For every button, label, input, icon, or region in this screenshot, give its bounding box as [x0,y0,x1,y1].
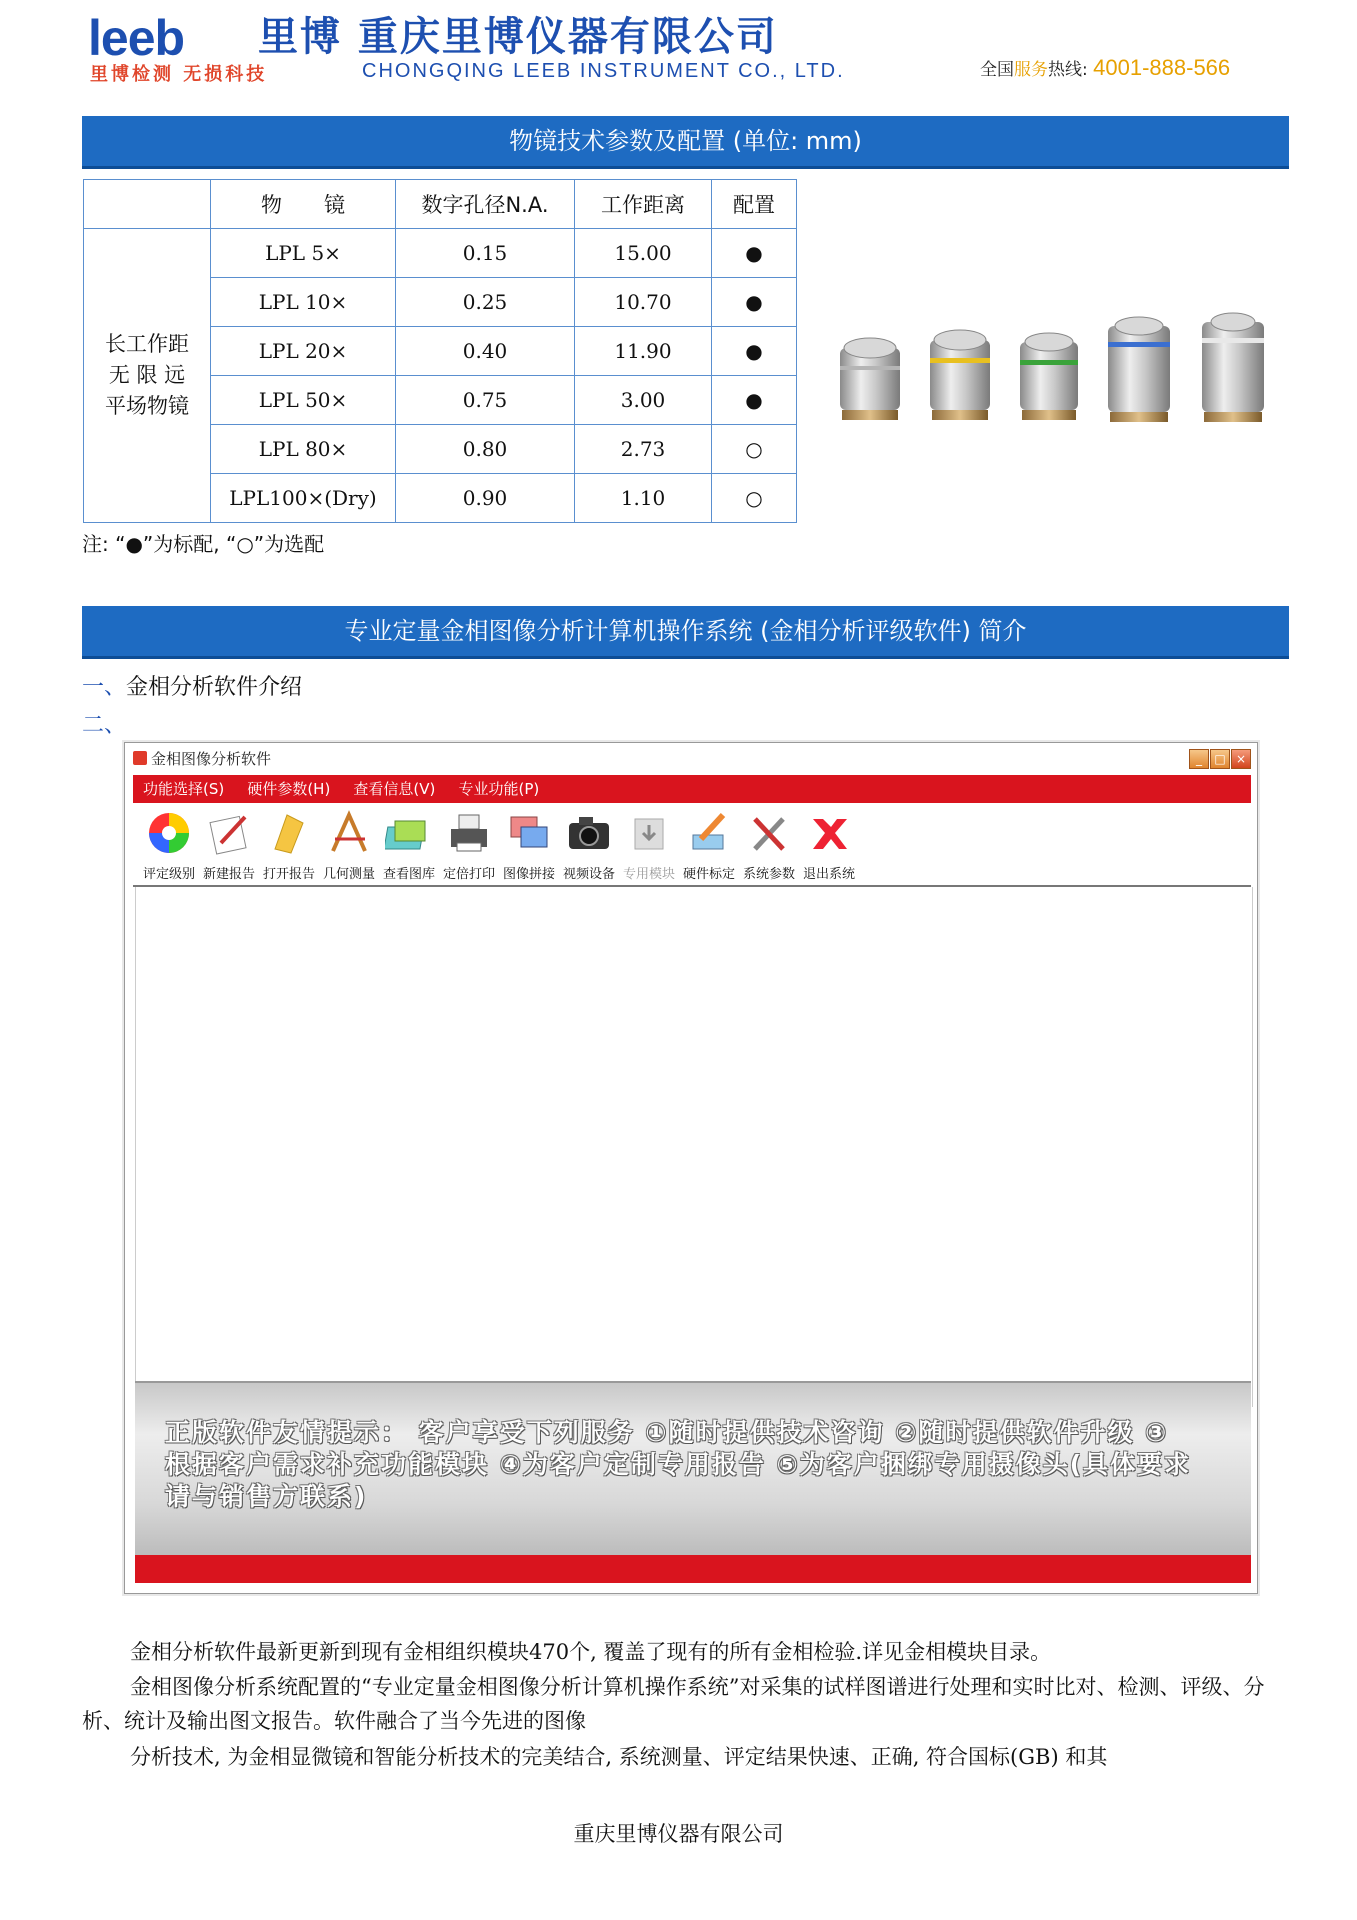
hotline-service: 服务 [1014,60,1048,80]
status-bar [135,1555,1251,1583]
subheading-1-number: 一、 [82,675,127,700]
exit-icon [805,809,853,857]
lens-5x [840,338,900,420]
software-window [124,742,1258,1594]
objective-cell: LPL 5× [211,229,396,278]
na-cell: 0.15 [396,229,575,278]
objective-lens-group [830,300,1300,430]
printer-icon [445,809,493,857]
config-note: 注: “●”为标配, “○”为选配 [82,532,325,556]
category-line: 无 限 远 [108,363,186,387]
image-library-icon [385,809,433,857]
tool-label: 新建报告 [202,867,255,882]
tool-label: 评定级别 [142,867,195,882]
license-notice-text: 正版软件友情提示： 客户享受下列服务 ①随时提供技术咨询 ②随时提供软件升级 ③根据客户需求补充功能模块 ④为客户定制专用报告 ⑤为客户捆绑专用摄像头(具体要求请与销售方联系) [165,1418,1192,1511]
workspace-canvas[interactable] [135,887,1253,1407]
maximize-icon[interactable]: □ [1210,749,1230,769]
table-header-empty [84,180,211,229]
new-report-icon [205,809,253,857]
objective-lens-photos [830,300,1300,430]
config-cell: ● [712,327,797,376]
window-titlebar [125,743,1257,773]
menu-view-info[interactable]: 查看信息(V) [353,780,436,798]
menu-bar [133,775,1251,803]
minimize-icon[interactable]: _ [1189,749,1209,769]
hotline [980,55,1230,81]
category-line: 长工作距 [105,332,189,356]
table-header-wd: 工作距离 [575,180,712,229]
objective-cell: LPL 10× [211,278,396,327]
license-notice-panel [135,1381,1251,1555]
hotline-suffix: 热线: [1048,60,1088,80]
company-name-cn: 里博 重庆里博仪器有限公司 [258,14,778,60]
lens-100x [1202,313,1264,422]
lens-10x [930,330,990,420]
wd-cell: 11.90 [575,327,712,376]
toolbar [133,805,1251,887]
tool-label: 视频设备 [562,867,615,882]
config-cell: ● [712,278,797,327]
subheading-2-number: 二、 [82,713,127,738]
config-cell: ● [712,229,797,278]
color-wheel-icon [145,809,193,857]
section-title-software: 专业定量金相图像分析计算机操作系统 (金相分析评级软件) 简介 [82,606,1289,659]
table-row [84,229,797,278]
na-cell: 0.80 [396,425,575,474]
tool-label: 图像拼接 [502,867,555,882]
menu-professional[interactable]: 专业功能(P) [458,780,540,798]
wd-cell: 3.00 [575,376,712,425]
close-icon[interactable]: × [1231,749,1251,769]
category-line: 平场物镜 [105,394,189,418]
company-name-en: CHONGQING LEEB INSTRUMENT CO., LTD. [362,60,845,82]
na-cell: 0.75 [396,376,575,425]
tool-exit[interactable] [793,809,865,882]
table-header-objective: 物 镜 [211,180,396,229]
wd-cell: 1.10 [575,474,712,523]
category-cell [84,229,211,523]
menu-function-select[interactable]: 功能选择(S) [143,780,225,798]
menu-hardware-params[interactable]: 硬件参数(H) [247,780,331,798]
tool-label: 硬件标定 [682,867,735,882]
table-header-row [84,180,797,229]
app-icon [133,751,147,765]
na-cell: 0.90 [396,474,575,523]
config-cell: ○ [712,474,797,523]
slogan: 里博检测 无损科技 [90,64,268,85]
na-cell: 0.40 [396,327,575,376]
table-header-na: 数字孔径N.A. [396,180,575,229]
paragraph-3: 分析技术, 为金相显微镜和智能分析技术的完美结合, 系统测量、评定结果快速、正确, 符合国标(GB) 和其 [130,1745,1108,1769]
image-stitch-icon [505,809,553,857]
objective-spec-table [83,179,797,523]
na-cell: 0.25 [396,278,575,327]
paragraph-2: 金相图像分析系统配置的“专业定量金相图像分析计算机操作系统”对采集的试样图谱进行处理和实时比对、检测、评级、分析、统计及输出图文报告。软件融合了当今先进的图像 [82,1675,1265,1733]
tool-label: 专用模块 [622,867,675,882]
hotline-prefix: 全国 [980,60,1014,80]
module-box-icon [625,809,673,857]
tool-label: 几何测量 [322,867,375,882]
objective-cell: LPL 20× [211,327,396,376]
objective-cell: LPL100×(Dry) [211,474,396,523]
leeb-logo: leeb [88,10,185,66]
tool-label: 退出系统 [802,867,855,882]
open-folder-icon [265,809,313,857]
wd-cell: 2.73 [575,425,712,474]
tool-label: 定倍打印 [442,867,495,882]
wd-cell: 15.00 [575,229,712,278]
pencil-calibrate-icon [685,809,733,857]
section-title-objectives: 物镜技术参数及配置 (单位: mm) [82,116,1289,169]
config-cell: ● [712,376,797,425]
tool-label: 系统参数 [742,867,795,882]
paragraph-1: 金相分析软件最新更新到现有金相组织模块470个, 覆盖了现有的所有金相检验.详见金相模块目录。 [130,1640,1052,1664]
wd-cell: 10.70 [575,278,712,327]
lens-20x [1020,333,1078,420]
hotline-number: 4001-888-566 [1093,55,1231,80]
subheading-1-text: 金相分析软件介绍 [126,675,303,700]
objective-cell: LPL 50× [211,376,396,425]
page-footer: 重庆里博仪器有限公司 [573,1822,784,1846]
tool-label: 打开报告 [262,867,315,882]
tool-label: 查看图库 [382,867,435,882]
lens-50x [1108,317,1170,422]
tools-icon [745,809,793,857]
table-header-config: 配置 [712,180,797,229]
objective-cell: LPL 80× [211,425,396,474]
geometry-ruler-icon [325,809,373,857]
config-cell: ○ [712,425,797,474]
window-title: 金相图像分析软件 [151,750,272,768]
subheading-1 [82,670,302,701]
camera-icon [565,809,613,857]
